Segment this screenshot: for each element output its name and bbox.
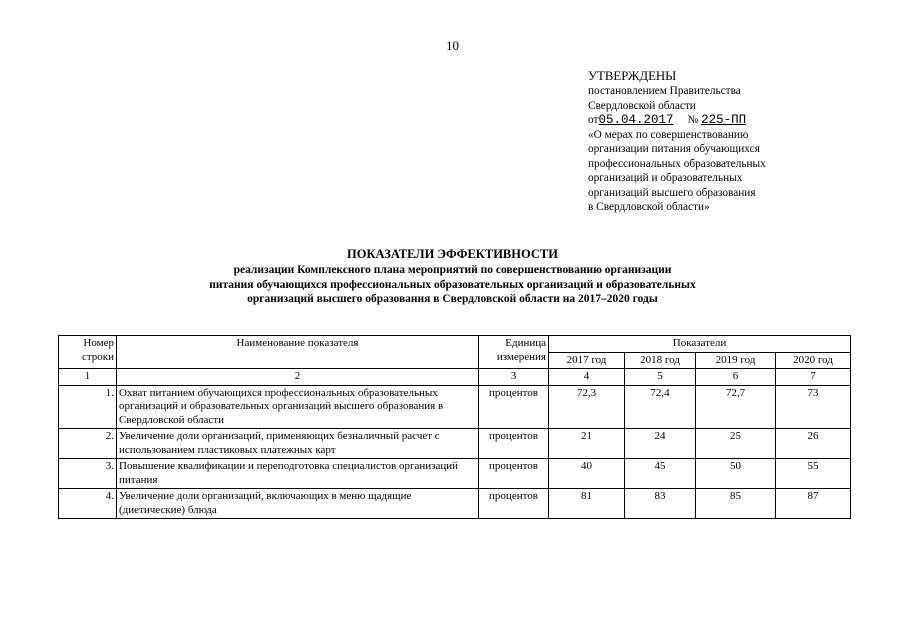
approval-text-line: организаций и образовательных	[588, 172, 743, 184]
header-name: Наименование показателя	[117, 336, 479, 369]
row-value: 25	[696, 429, 776, 459]
header-year: 2018 год	[625, 352, 696, 369]
row-number: 2.	[59, 429, 117, 459]
header-unit: Единица измерения	[479, 336, 549, 369]
header-year: 2019 год	[696, 352, 776, 369]
heading-title: ПОКАЗАТЕЛИ ЭФФЕКТИВНОСТИ	[347, 247, 558, 261]
approval-line: постановлением Правительства	[588, 85, 741, 97]
row-value: 26	[776, 429, 851, 459]
header-year: 2020 год	[776, 352, 851, 369]
approval-number: 225-ПП	[701, 113, 747, 127]
approval-text-line: профессиональных образовательных	[588, 157, 766, 170]
heading-subtitle-line: реализации Комплексного плана мероприятий по совершенствованию организации	[233, 264, 672, 276]
indicators-table	[58, 335, 851, 519]
heading-subtitle-line: питания обучающихся профессиональных образовательных организаций и образовательных	[209, 278, 696, 291]
column-number: 1	[59, 369, 117, 386]
row-value: 83	[625, 489, 696, 519]
row-value: 72,7	[696, 385, 776, 429]
row-value: 73	[776, 385, 851, 429]
row-name: Увеличение доли организаций, применяющих безналичный расчет с использованием пластиковых платежных карт	[117, 429, 479, 459]
table-row	[59, 459, 851, 489]
approval-line: Свердловской области	[588, 99, 696, 112]
approval-title: УТВЕРЖДЕНЫ	[588, 69, 677, 83]
row-value: 55	[776, 459, 851, 489]
page-number: 10	[446, 38, 459, 53]
date-prefix: от	[588, 114, 599, 126]
table-row	[59, 385, 851, 429]
approval-date-line	[588, 113, 888, 128]
row-value: 45	[625, 459, 696, 489]
row-unit: процентов	[479, 489, 549, 519]
row-name: Повышение квалификации и переподготовка специалистов организаций питания	[117, 459, 479, 489]
header-row-number: Номер строки	[59, 336, 117, 369]
document-heading	[0, 246, 905, 307]
column-number: 5	[625, 369, 696, 386]
heading-subtitle-line: организаций высшего образования в Свердловской области на 2017–2020 годы	[247, 293, 658, 305]
column-number: 7	[776, 369, 851, 386]
row-value: 81	[549, 489, 625, 519]
row-name: Охват питанием обучающихся профессиональных образовательных организаций и образовательных организаций высшего образования в Свердловской области	[117, 385, 479, 429]
row-name: Увеличение доли организаций, включающих в меню щадящие (диетические) блюда	[117, 489, 479, 519]
row-value: 72,4	[625, 385, 696, 429]
approval-text-line: организаций высшего образования	[588, 186, 756, 199]
row-unit: процентов	[479, 459, 549, 489]
row-value: 87	[776, 489, 851, 519]
table-row	[59, 489, 851, 519]
column-number: 6	[696, 369, 776, 386]
row-number: 4.	[59, 489, 117, 519]
row-number: 1.	[59, 385, 117, 429]
column-number: 2	[117, 369, 479, 386]
row-value: 72,3	[549, 385, 625, 429]
approval-date: 05.04.2017	[598, 113, 674, 127]
row-unit: процентов	[479, 385, 549, 429]
row-value: 24	[625, 429, 696, 459]
approval-block	[588, 68, 888, 215]
row-value: 85	[696, 489, 776, 519]
approval-text-line: организации питания обучающихся	[588, 143, 760, 155]
column-number: 4	[549, 369, 625, 386]
row-value: 21	[549, 429, 625, 459]
table-row	[59, 429, 851, 459]
column-number: 3	[479, 369, 549, 386]
approval-text-line: в Свердловской области»	[588, 201, 710, 213]
approval-text-line: «О мерах по совершенствованию	[588, 128, 749, 141]
row-value: 40	[549, 459, 625, 489]
row-number: 3.	[59, 459, 117, 489]
row-unit: процентов	[479, 429, 549, 459]
header-indicators: Показатели	[549, 336, 851, 353]
column-numbers-row	[59, 369, 851, 386]
row-value: 50	[696, 459, 776, 489]
header-year: 2017 год	[549, 352, 625, 369]
number-prefix: №	[687, 114, 699, 126]
table-header-row	[59, 336, 851, 353]
